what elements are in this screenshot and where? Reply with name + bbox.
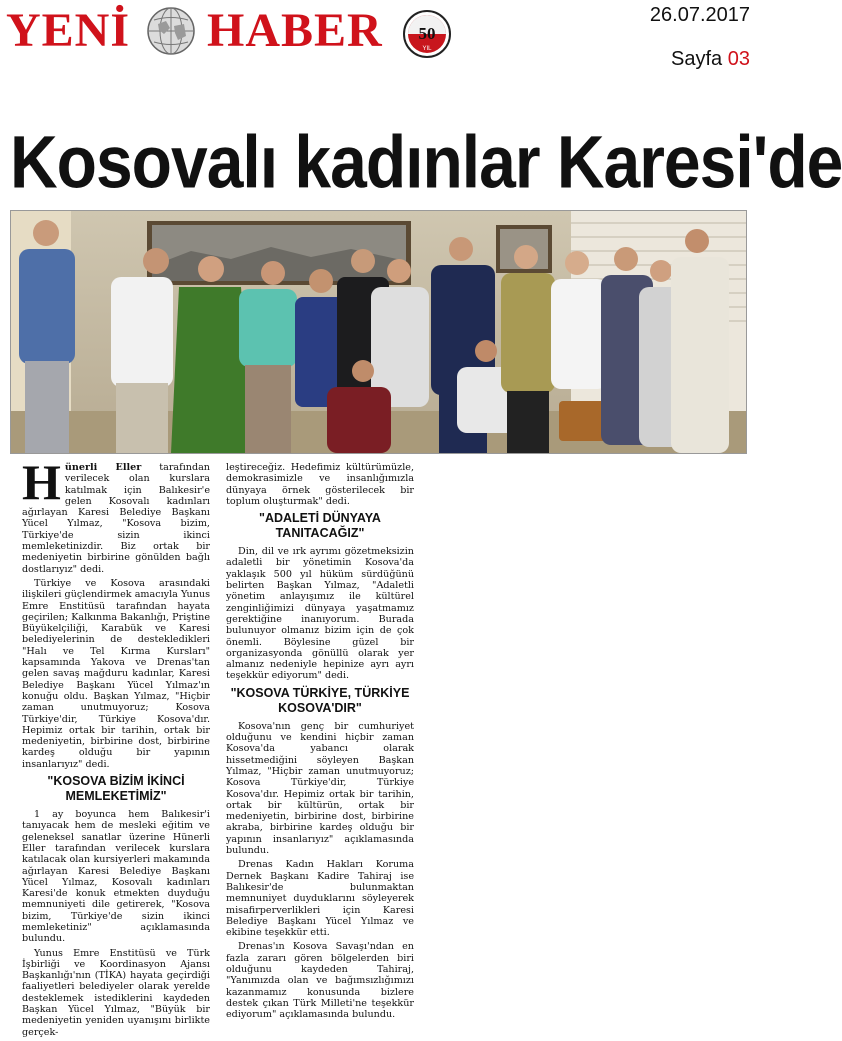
subheading: "ADALETİ DÜNYAYA TANITACAĞIZ" [259,511,381,541]
badge-number: 50 [418,24,436,43]
page-number: 03 [727,48,750,70]
issue-date: 26.07.2017 [649,4,750,26]
paragraph-text: tarafından verilecek olan kurslara katılmak için Balıkesir'e gelen Kosovalı kadınları ağırlayan Karesi Belediye Başkanı Yücel Yılmaz, "Kosova bizim, Türkiye'de sizin ikinci memleketinizdir. Biz ortak bir medeniyetin birbirine gönülden bağlı dostlarıyız" dedi. [22,462,210,575]
article-headline: Kosovalı kadınlar Karesi'de [10,120,842,204]
paragraph: Yunus Emre Enstitüsü ve Türk İşbirliği ve Koordinasyon Ajansı Başkanlığı'nın (TİKA) hayata geçirdiği faaliyetleri belediyeler olarak yerelde desteklemek istediklerini kaydeden Başkan Yücel Yılmaz, "Büyük bir medeniyetin yeniden uyanışını birlikte gerçek- [22,947,210,1038]
article-body [22,454,414,1038]
group-photo [10,210,747,454]
paragraph: 1 ay boyunca hem Balıkesir'i tanıyacak hem de mesleki eğitim ve geleneksel sanatlar üzerine Hünerli Eller tarafından verilecek kurslara katılacak olan kursiyerleri makamında ağırlayan Karesi Belediye Başkanı Yücel Yılmaz, Kosovalı kadınları Karesi'de konuk etmekten duyduğu memnuniyeti dile getirerek, "Kosova bizim, Türkiye'de sizin ikinci memleketiniz" açıklamasında bulundu. [22,809,210,945]
badge-small: YIL [422,46,432,52]
masthead-name-right: HABER [207,4,383,57]
masthead [0,0,756,72]
anniversary-badge [402,9,452,59]
subheading: "KOSOVA TÜRKİYE, TÜRKİYE KOSOVA'DIR" [230,685,410,715]
lead-bold: ünerli Eller [64,462,142,473]
subheading: "KOSOVA BİZİM İKİNCİ MEMLEKETİMİZ" [47,774,185,804]
page-label: Sayfa [671,48,723,70]
paragraph: leştireceğiz. Hedefimiz kültürümüzle, demokrasimizle ve insanlığımızla dünyaya örnek gösterilecek bir toplum oluşturmak" dedi. [226,462,414,507]
globe-icon [146,6,196,56]
paragraph: Kosova'nın genç bir cumhuriyet olduğunu ve kendini hiçbir zaman Kosova'da yabancı olarak hissetmediğini söyleyen Başkan Yılmaz, "Hiçbir zaman unutmuyoruz; Kosova Türkiye'dir, Türkiye Kosova'dır. Hepimiz ortak bir tarihin, ortak bir kültürün, ortak bir medeniyetin, birbirine dost, birbirine akraba, birbirine kardeş olduğu bir yapının insanlarıyız" açıklamasında bulundu. [226,720,414,857]
masthead-name-left: YENİ [6,4,131,57]
paragraph: Türkiye ve Kosova arasındaki ilişkileri güçlendirmek amacıyla Yunus Emre Enstitüsü tarafından hayata geçirilen; Kalkınma Bakanlığı, Priştine Büyükelçiliği, Karabük ve Karesi belediyelerinin de destekledikleri "Halı ve Tel Kırma Kursları" kapsamında Yakova ve Drenas'tan gelen savaş mağduru kadınlar, Karesi Belediye Başkanı Yücel Yılmaz'ın konuğu oldu. Başkan Yılmaz, "Hiçbir zaman unutmuyoruz; Kosova Türkiye'dir, Türkiye Kosova'dır. Hepimiz ortak bir tarihin, ortak bir medeniyetin, birbirine dost, birbirine kardeş olduğu bir yapının insanlarıyız" dedi. [22,577,210,770]
dropcap: H [22,454,61,510]
paragraph: Drenas Kadın Hakları Koruma Dernek Başkanı Kadire Tahiraj ise Balıkesir'de bulunmaktan memnuniyet duyduklarını söyleyerek misafirperverlikleri için Karesi Belediye Başkanı Yücel Yılmaz ve ekibine teşekkür etti. [226,859,414,939]
paragraph: Drenas'ın Kosova Savaşı'ndan en fazla zararı gören bölgelerden biri olduğunu kaydeden Tahiraj, "Yanımızda olan ve bağımsızlığımızı kazanmamız konusunda bizlere destek çıkan Türk Milleti'ne teşekkür ediyorum" açıklamasında bulundu. [226,941,414,1021]
paragraph [22,454,210,575]
group-photo-illustration [11,211,746,453]
paragraph: Din, dil ve ırk ayrımı gözetmeksizin adaletli bir yönetimin Kosova'da yaklaşık 500 yıl hüküm sürdüğünü belirten Başkan Yılmaz, "Adaletli yönetim anlayışımız ile kültürel zenginliğimizi dünyaya yaşatmamız gerektiğine inanıyorum. Burada bulunuyor olmanız bizim için de çok önemli. Böylesine güzel bir organizasyonda gönüllü olarak yer almanız nedeniyle hepinize ayrı ayrı teşekkür ediyorum" dedi. [226,546,414,682]
page-indicator [671,48,750,71]
article-column-2 [226,462,414,1023]
article-column-1 [22,454,210,1041]
